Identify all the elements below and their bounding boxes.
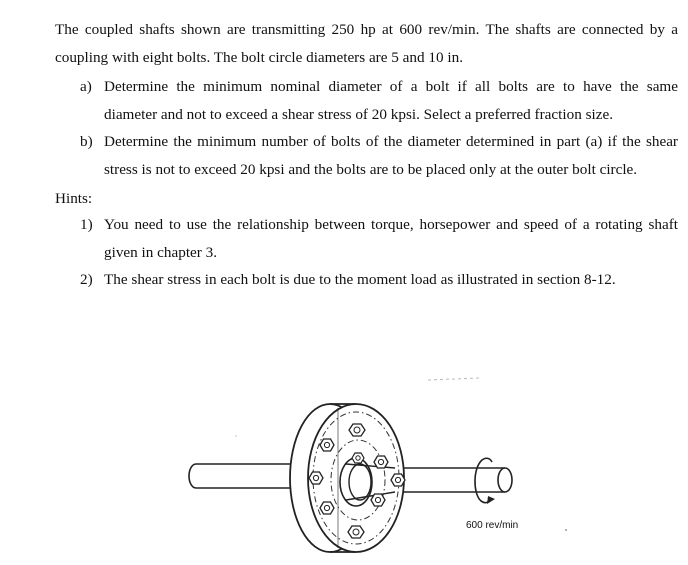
- bolt-head: [309, 472, 323, 484]
- bolt-head: [348, 526, 364, 538]
- part-a-line-1: Determine the minimum nominal diameter of a bolt if all bolts are to have the same: [104, 78, 678, 95]
- bolt-head: [352, 453, 364, 463]
- bolt-head: [320, 439, 334, 451]
- speed-label: 600 rev/min: [466, 520, 519, 531]
- right-shaft: [395, 468, 512, 492]
- problem-intro-line-1: The coupled shafts shown are transmitting 250 hp at 600 rev/min. The shafts are connected by a: [55, 21, 678, 38]
- hints-heading: Hints:: [55, 190, 93, 207]
- part-b-label: b): [80, 133, 93, 150]
- hint-2-line-1: The shear stress in each bolt is due to the moment load as illustrated in section 8-12.: [104, 271, 616, 288]
- stray-dot: [565, 529, 567, 531]
- bolt-head: [349, 424, 365, 436]
- part-b-line-1: Determine the minimum number of bolts of the diameter determined in part (a) if the shear: [104, 133, 678, 150]
- hint-1-line-1: You need to use the relationship between torque, horsepower and speed of a rotating shaft: [104, 216, 678, 233]
- bolt-head: [371, 494, 385, 506]
- bolt-head: [391, 474, 405, 486]
- stray-dot: [235, 435, 237, 437]
- part-a-line-2: diameter and not to exceed a shear stress of 20 kpsi. Select a preferred fraction size.: [104, 106, 613, 123]
- part-b-line-2: stress is not to exceed 20 kpsi and the bolts are to be placed only at the outer bolt circle.: [104, 161, 638, 178]
- hint-1-line-2: given in chapter 3.: [104, 244, 218, 261]
- rotation-arrow-icon: [475, 458, 495, 504]
- left-shaft: [189, 464, 300, 488]
- faint-mark: [428, 378, 480, 380]
- bolt-head: [374, 456, 388, 468]
- part-a-label: a): [80, 78, 92, 95]
- hint-2-label: 2): [80, 271, 93, 288]
- bolt-head: [320, 502, 334, 514]
- coupling-figure: [0, 360, 688, 565]
- hint-1-label: 1): [80, 216, 93, 233]
- problem-intro-line-2: coupling with eight bolts. The bolt circle diameters are 5 and 10 in.: [55, 49, 463, 66]
